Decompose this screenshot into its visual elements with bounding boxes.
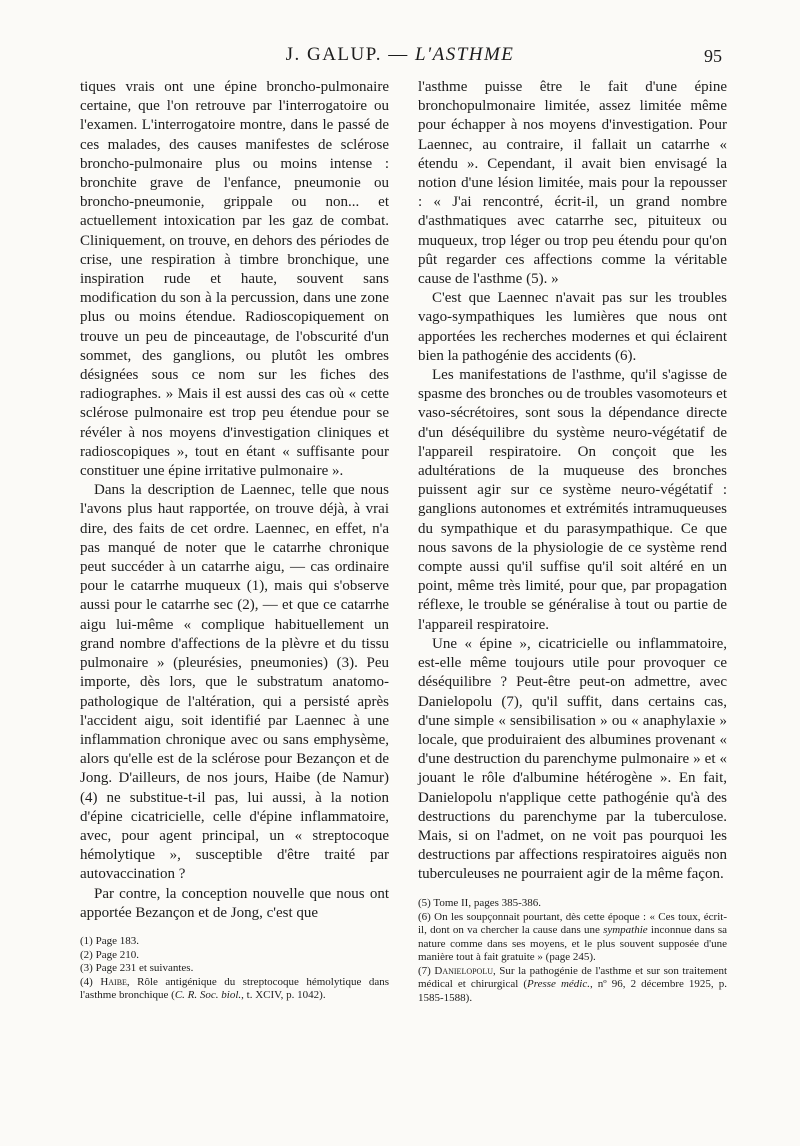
header-author: J. GALUP. — [285, 44, 382, 65]
footnote-6-pre: (6) On les soupçonnait pourtant, dès cette époque : « Ces toux, écrit-il, dont on va chercher la cause dans une — [418, 910, 727, 936]
right-column — [418, 78, 727, 885]
footnote-4-prefix: (4) — [80, 975, 101, 988]
footnote-7-author: Danielopolu — [434, 964, 493, 977]
footnote-7-text: , Sur la pathogénie de l'asthme et sur son traitement médical et chirurgical ( — [418, 964, 728, 990]
left-paragraph-1: tiques vrais ont une épine broncho-pulmonaire certaine, que l'on retrouve par l'interrogatoire ou l'examen. L'interrogatoire montre, dans le passé de ces malades, des causes manifestes de sclérose broncho-pulmonaire plus ou moins intense : bronchite grave de l'enfance, pneumonie ou broncho-pneumonie, grippale ou non... et actuellement intoxication par les gaz de combat. Cliniquement, on trouve, en dehors des périodes de crise, une respiration à timbre bronchique, une inspiration rude et haute, souvent sans modification du son à la percussion, dans une zone plus ou moins étendue. Radioscopiquement on trouve un peu de pinceautage, de l'obscurité d'un sommet, des ganglions, ou plutôt les ombres désignées sous ce nom sur les fiches des radiographes. » Mais il est aussi des cas où « cette sclérose pulmonaire est trop peu étendue pour se révéler à nos moyens d'investigation cliniques et radioscopiques », tout en étant « suffisante pour constituer une épine irritative pulmonaire ». — [80, 79, 389, 480]
footnote-5: (5) Tome II, pages 385-386. — [418, 897, 542, 909]
left-paragraph-2: Dans la description de Laennec, telle que nous l'avons plus haut rapportée, on trouve déjà, à vrai dire, des faits de cet ordre. Laennec, en effet, n'a pas manqué de noter que le catarrhe chronique peut succéder à un catarrhe aigu, — cas ordinaire pour le catarrhe muqueux (1), mais qui s'observe aussi pour le catarrhe sec (2), — et que ce catarrhe aigu lui-même « complique habituellement un grand nombre d'affections de la plèvre et du tissu pulmonaire » (pleurésies, pneumonies) (3). Peu importe, dès lors, que le substratum anatomo-pathologique de l'altération, qui a persisté après l'accident aigu, soit identifié par Laennec à une inflammation chronique avec ou sans emphysème, alors qu'elle est de la sclérose pour Bezançon et de Jong. D'ailleurs, de nos jours, Haibe (de Namur) (4) ne substitue-t-il pas, lui aussi, à la notion d'épine cicatricielle, celle d'épine inflammatoire, avec, pour agent principal, un « streptocoque hémolytique », susceptible d'être traité par autovaccination ? — [80, 482, 389, 883]
footnote-3: (3) Page 231 et suivantes. — [80, 962, 194, 974]
left-paragraph-3: Par contre, la conception nouvelle que nous ont apportée Bezançon et de Jong, c'est que — [80, 885, 389, 921]
footnote-4 — [80, 976, 389, 1003]
header-title: L'ASTHME — [414, 44, 515, 65]
footnotes-left — [80, 935, 389, 1003]
right-paragraph-1: l'asthme puisse être le fait d'une épine bronchopulmonaire limitée, assez limitée même pour échapper à nos moyens d'investigation. Pour Laennec, au contraire, il fallait un catarrhe « étendu ». Cependant, il avait bien envisagé la notion d'une lésion limitée, mais pour la repousser : « J'ai rencontré, écrit-il, un grand nombre d'asthmatiques avec catarrhe sec, pituiteux ou muqueux, trop léger ou trop peu étendu pour qu'on pût regarder ces affections comme la véritable cause de l'asthme (5). » — [418, 79, 727, 288]
footnote-7-prefix: (7) — [418, 964, 435, 977]
running-header — [0, 44, 800, 70]
footnote-7 — [418, 965, 727, 1006]
footnotes-right — [418, 897, 727, 1005]
footnote-4-text: , Rôle antigénique du streptocoque hémolytique dans l'asthme bronchique ( — [80, 975, 389, 1001]
footnote-4-author: Haibe — [100, 975, 127, 988]
footnote-1: (1) Page 183. — [80, 935, 139, 947]
footnote-6-post: inconnue dans sa nature comme dans ses moyens, et le plus souvent supposée d'une manière tout à fait gratuite » (page 245). — [418, 924, 727, 963]
header-separator: — — [381, 44, 415, 65]
right-paragraph-3: Les manifestations de l'asthme, qu'il s'agisse de spasme des bronches ou de troubles vasomoteurs et vaso-sécrétoires, sont sous la dépendance directe d'un déséquilibre du système neuro-végétatif de l'appareil respiratoire. On conçoit que les adultérations de la muqueuse des bronches puissent agir sur ce système neuro-végétatif : ganglions autonomes et extrémités intramuqueuses du sympathique et du parasympathique. Ce que nous savons de la physiologie de ce système rend compte aussi qu'il suffise qu'il soit altéré en un point, même très limité, pour que, par propagation réflexe, le trouble se généralise à tout ou partie de l'appareil respiratoire. — [418, 367, 727, 633]
left-column — [80, 78, 389, 923]
running-title — [0, 44, 800, 66]
page-number: 95 — [704, 46, 722, 66]
right-paragraph-2: C'est que Laennec n'avait pas sur les troubles vago-sympathiques les lumières que nous ont apportées les recherches modernes et qui éclairent bien la pathogénie des accidents (6). — [418, 290, 727, 364]
footnote-2: (2) Page 210. — [80, 948, 139, 961]
footnote-4-post: , t. XCIV, p. 1042). — [241, 989, 326, 1001]
footnote-6-italic: sympathie — [603, 924, 648, 936]
footnote-7-journal: Presse médic. — [527, 978, 590, 990]
right-paragraph-4: Une « épine », cicatricielle ou inflammatoire, est-elle même toujours utile pour provoquer ce déséquilibre ? Peut-être peut-on admettre, avec Danielopolu (7), qu'il suffit, dans certains cas, d'une simple « sensibilisation » ou « anaphylaxie » locale, que produiraient des albumines provenant « d'une destruction du parenchyme pulmonaire » et « jouant le rôle d'albumine hétérogène ». En fait, Danielopolu n'applique cette pathogénie qu'à des destructions du parenchyme par la tuberculose. Mais, si on l'admet, on ne voit pas pourquoi les destructions par affections respiratoires aiguës non tuberculeuses ne pourraient agir de la même façon. — [418, 635, 727, 883]
footnote-6 — [418, 911, 727, 965]
footnote-4-journal: C. R. Soc. biol. — [174, 989, 242, 1001]
footnote-7-post: , nº 96, 2 décembre 1925, p. 1585-1588). — [418, 978, 727, 1004]
